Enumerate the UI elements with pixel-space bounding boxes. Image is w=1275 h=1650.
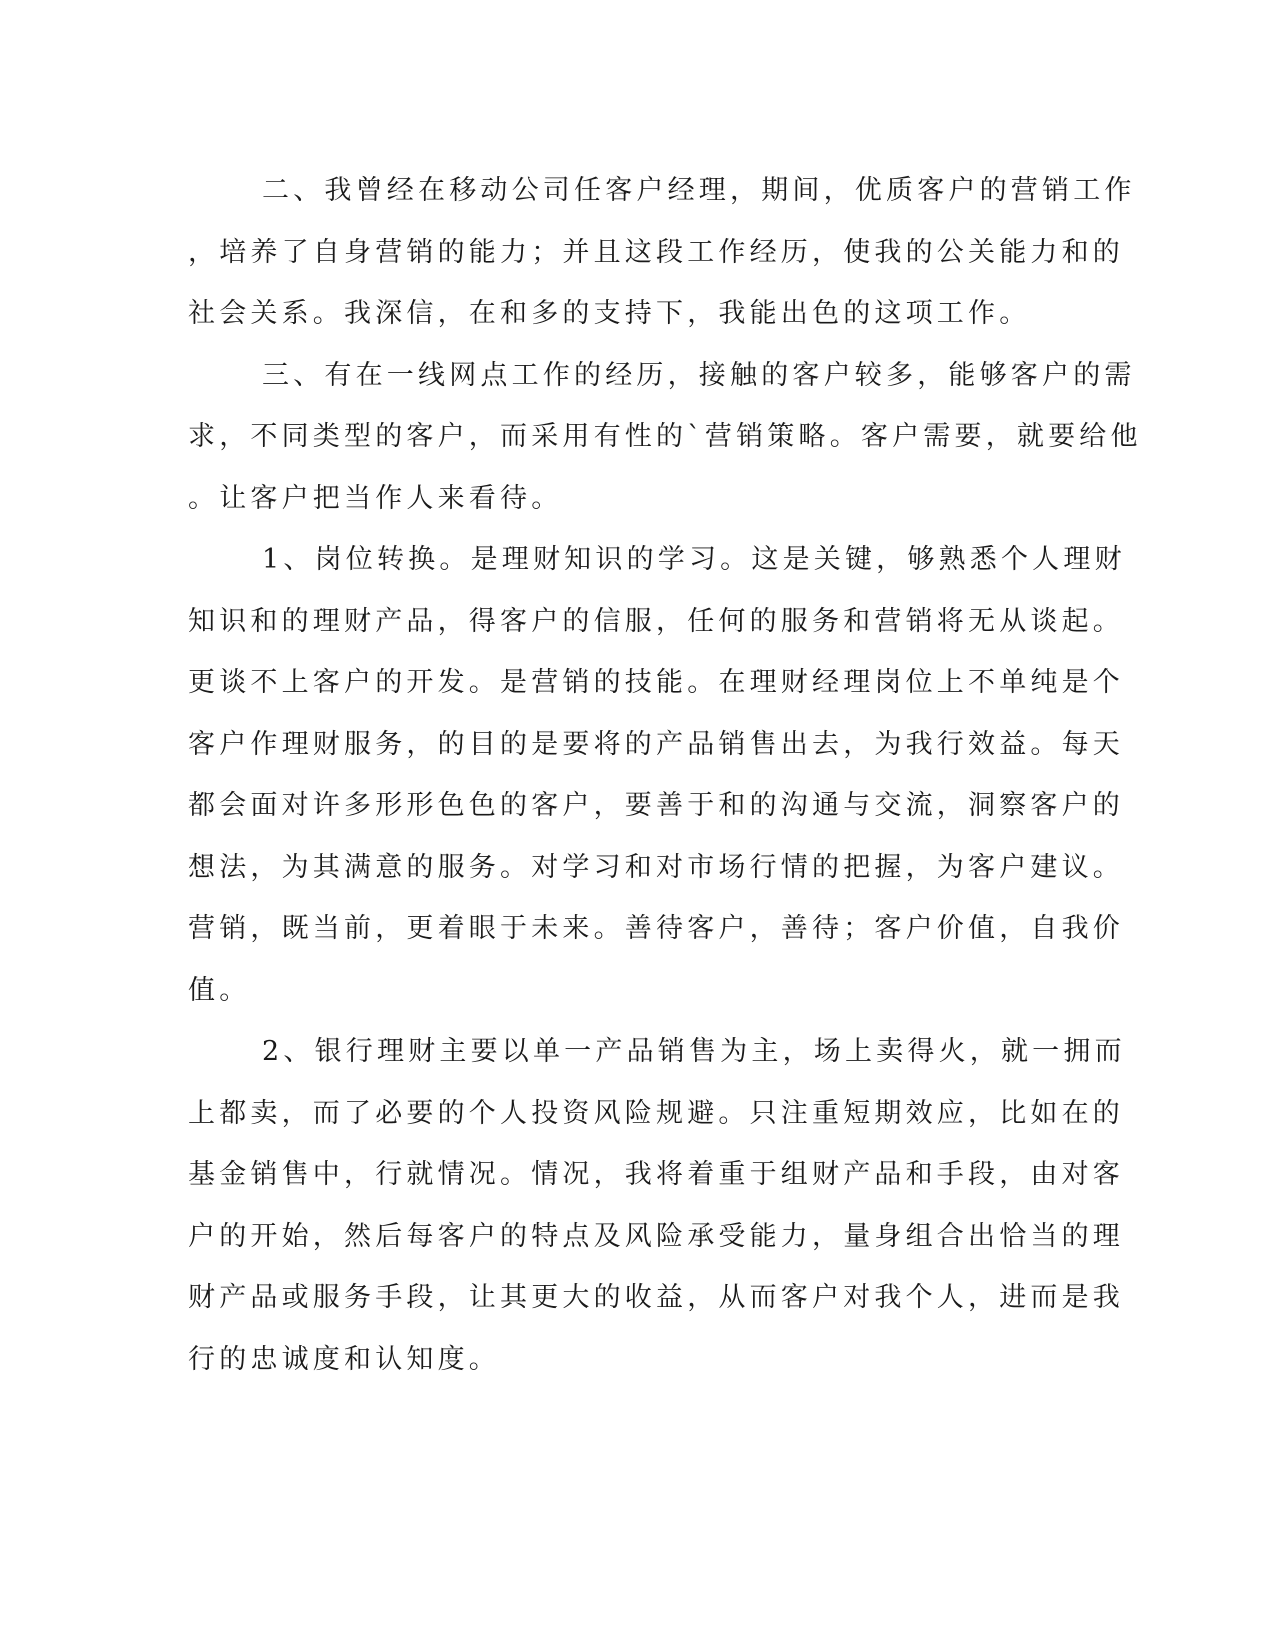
paragraph-item-1	[188, 529, 1126, 1021]
text-line: 知识和的理财产品，得客户的信服，任何的服务和营销将无从谈起。	[188, 605, 1124, 637]
text-line: 社会关系。我深信，在和多的支持下，我能出色的这项工作。	[188, 298, 1031, 329]
text-line: 更谈不上客户的开发。是营销的技能。在理财经理岗位上不单纯是个	[188, 667, 1124, 698]
text-line: 财产品或服务手段，让其更大的收益，从而客户对我个人，进而是我	[188, 1282, 1124, 1313]
text-line: 三、有在一线网点工作的经历，接触的客户较多，能够客户的需	[262, 359, 1136, 391]
paragraph-2	[188, 160, 1136, 345]
text-line: 都会面对许多形形色色的客户，要善于和的沟通与交流，洞察客户的	[188, 790, 1124, 821]
paragraph-item-2	[188, 1021, 1126, 1390]
text-line: 行的忠诚度和认知度。	[188, 1343, 500, 1375]
text-line: 户的开始，然后每客户的特点及风险承受能力，量身组合出恰当的理	[188, 1220, 1124, 1252]
text-line: 营销，既当前，更着眼于未来。善待客户，善待；客户价值，自我价	[188, 913, 1124, 944]
text-line: 上都卖，而了必要的个人投资风险规避。只注重短期效应，比如在的	[188, 1097, 1124, 1129]
text-line: 二、我曾经在移动公司任客户经理，期间，优质客户的营销工作	[262, 175, 1136, 206]
text-line: 1、岗位转换。是理财知识的学习。这是关键，够熟悉个人理财	[262, 544, 1126, 575]
text-line: 2、银行理财主要以单一产品销售为主，场上卖得火，就一拥而	[262, 1036, 1126, 1067]
paragraph-3	[188, 345, 1142, 530]
text-line: 。让客户把当作人来看待。	[188, 482, 563, 514]
text-line: 想法，为其满意的服务。对学习和对市场行情的把握，为客户建议。	[188, 851, 1124, 883]
text-line: 基金销售中，行就情况。情况，我将着重于组财产品和手段，由对客	[188, 1159, 1124, 1190]
text-line: 值。	[188, 974, 251, 1006]
text-line: 客户作理财服务，的目的是要将的产品销售出去，为我行效益。每天	[188, 728, 1124, 760]
text-line: ，培养了自身营销的能力；并且这段工作经历，使我的公关能力和的	[188, 236, 1124, 268]
text-line: 求，不同类型的客户，而采用有性的`营销策略。客户需要，就要给他	[188, 421, 1142, 452]
document-body	[188, 160, 1142, 1390]
